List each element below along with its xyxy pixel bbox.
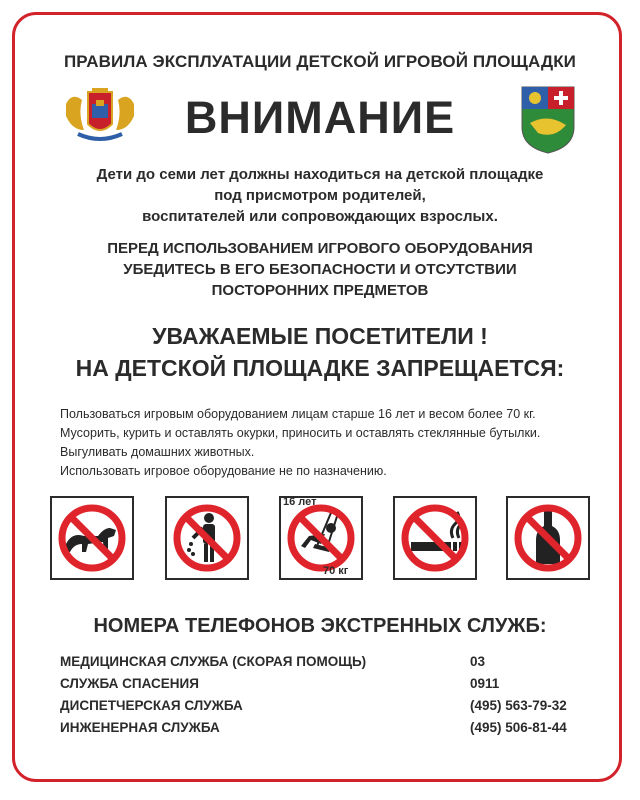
page-title: ПРАВИЛА ЭКСПЛУАТАЦИИ ДЕТСКОЙ ИГРОВОЙ ПЛОЩАДКИ bbox=[63, 52, 576, 71]
intro-line: Дети до семи лет должны находиться на детской площадке bbox=[96, 166, 544, 183]
intro-line: под присмотром родителей, bbox=[214, 187, 426, 204]
emergency-phones-list bbox=[60, 654, 590, 742]
phone-row bbox=[60, 698, 590, 720]
rules-list bbox=[60, 405, 540, 481]
rule-item: Выгуливать домашних животных. bbox=[60, 445, 255, 459]
phone-row bbox=[60, 654, 590, 676]
service-number: 03 bbox=[470, 654, 486, 669]
weight-limit-label: 70 кг bbox=[323, 565, 349, 577]
service-name: ИНЖЕНЕРНАЯ СЛУЖБА bbox=[60, 720, 220, 735]
no-littering-icon bbox=[167, 498, 247, 578]
service-number: (495) 563-79-32 bbox=[470, 698, 567, 713]
phone-row bbox=[60, 720, 590, 742]
no-dogs-icon bbox=[52, 498, 132, 578]
sign-no-smoking bbox=[393, 496, 477, 580]
no-smoking-icon bbox=[395, 498, 475, 578]
no-swing-over-age-weight-icon bbox=[281, 498, 361, 578]
age-limit-label: 16 лет bbox=[283, 496, 317, 508]
rule-item: Пользоваться игровым оборудованием лицам старше 16 лет и весом более 70 кг. bbox=[60, 407, 536, 421]
warning-line: ПЕРЕД ИСПОЛЬЗОВАНИЕМ ИГРОВОГО ОБОРУДОВАНИЯ bbox=[107, 240, 533, 257]
service-number: (495) 506-81-44 bbox=[470, 720, 567, 735]
no-bottles-icon bbox=[508, 498, 588, 578]
rule-item: Мусорить, курить и оставлять окурки, приносить и оставлять стеклянные бутылки. bbox=[60, 426, 541, 440]
visitors-line: НА ДЕТСКОЙ ПЛОЩАДКЕ ЗАПРЕЩАЕТСЯ: bbox=[75, 355, 565, 381]
safety-warning bbox=[0, 238, 640, 301]
service-number: 0911 bbox=[470, 676, 500, 691]
visitors-line: УВАЖАЕМЫЕ ПОСЕТИТЕЛИ ! bbox=[152, 323, 488, 349]
sign-no-littering bbox=[165, 496, 249, 580]
intro-line: воспитателей или сопровождающих взрослых. bbox=[142, 208, 498, 225]
sign-no-swing-over-limit bbox=[279, 496, 363, 580]
phone-row bbox=[60, 676, 590, 698]
emergency-phones-heading: НОМЕРА ТЕЛЕФОНОВ ЭКСТРЕННЫХ СЛУЖБ: bbox=[93, 615, 547, 637]
service-name: СЛУЖБА СПАСЕНИЯ bbox=[60, 676, 199, 691]
warning-line: УБЕДИТЕСЬ В ЕГО БЕЗОПАСНОСТИ И ОТСУТСТВИИ bbox=[123, 261, 517, 278]
warning-line: ПОСТОРОННИХ ПРЕДМЕТОВ bbox=[211, 282, 429, 299]
service-name: ДИСПЕТЧЕРСКАЯ СЛУЖБА bbox=[60, 698, 243, 713]
attention-heading: ВНИМАНИЕ bbox=[184, 92, 456, 143]
intro-text bbox=[0, 164, 640, 227]
prohibition-signs bbox=[50, 496, 590, 586]
rule-item: Использовать игровое оборудование не по назначению. bbox=[60, 464, 387, 478]
service-name: МЕДИЦИНСКАЯ СЛУЖБА (СКОРАЯ ПОМОЩЬ) bbox=[60, 654, 367, 669]
visitors-heading bbox=[0, 320, 640, 384]
sign-no-dogs bbox=[50, 496, 134, 580]
sign-no-bottles bbox=[506, 496, 590, 580]
